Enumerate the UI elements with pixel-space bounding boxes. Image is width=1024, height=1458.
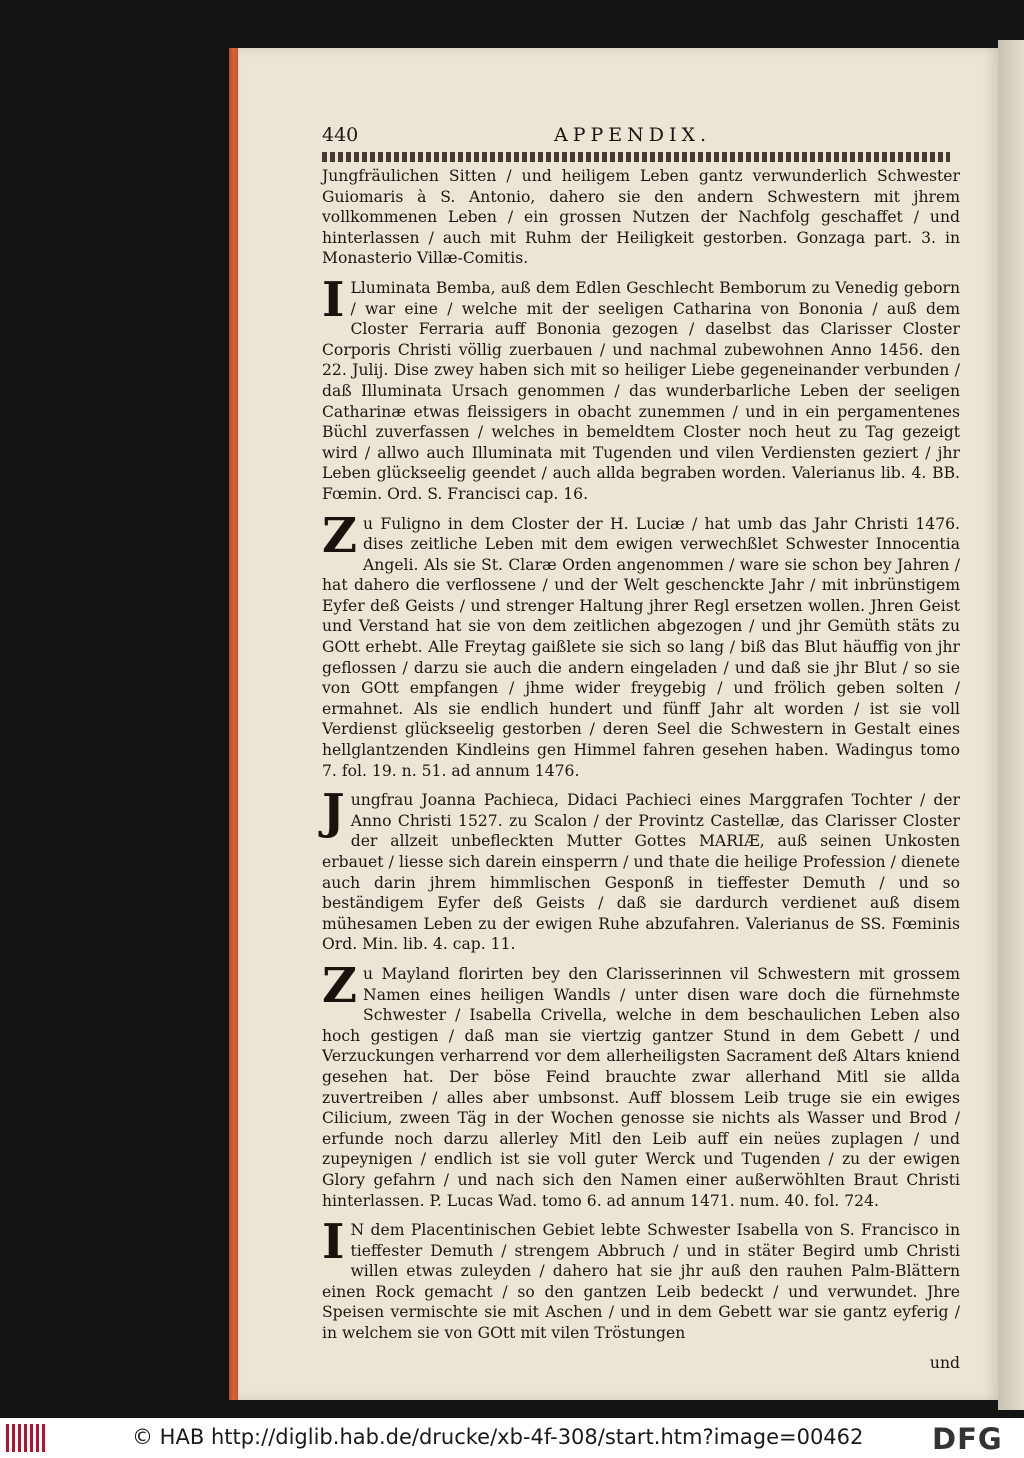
paragraph-text: Lluminata Bemba, auß dem Edlen Geschlecht Bemborum zu Venedig geborn / war eine / welche mit der seeligen Catharina von Bononia / auß dem Closter Ferraria auff Bononia gezogen / daselbst das Clarisser Closter Corporis Christi völlig zuerbauen / und nachmal zubewohnen Anno 1456. den 22. Julij. Dise zwey haben sich mit so heiliger Liebe gegeneinander verbunden / daß Illuminata Ursach genommen / das wunderbarliche Leben der seeligen Catharinæ etwas fleissigers in obacht zunemmen / und in ein pergamentenes Büchl zuverfassen / welches in bemeldtem Closter noch heut zu Tag gezeigt wird / allwo auch Illuminata mit Tugenden und vilen Verdiensten geziert / jhr Leben glückseelig geendet / auch allda begraben worden. Valerianus lib. 4. BB. Fœmin. Ord. S. Francisci cap. 16. (322, 278, 960, 503)
dfg-logo: DFG (932, 1422, 1003, 1456)
next-page-strip (998, 40, 1024, 1410)
paragraph-text: N dem Placentinischen Gebiet lebte Schwester Isabella von S. Francisco in tieffester Demuth / strengem Abbruch / und in stäter Begird umb Christi willen etwas zuleyden / dahero hat sie jhr auß den rauhen Palm-Blättern einen Rock gemacht / so den gantzen Leib bedeckt / und verwundet. Jhre Speisen vermischte sie mit Aschen / und in dem Gebett war sie gantz eyferig / in welchem sie von GOtt mit vilen Tröstungen (322, 1221, 960, 1343)
drop-cap: Z (322, 957, 358, 1014)
paragraph-isabella-francisco (322, 1214, 960, 1344)
page-text (322, 166, 960, 1373)
running-head: APPENDIX. (554, 124, 712, 146)
source-url-link[interactable]: http://diglib.hab.de/drucke/xb-4f-308/start.htm?image=00462 (210, 1425, 864, 1449)
copyright-text: © HAB (132, 1425, 205, 1449)
paragraph-text: u Mayland florirten bey den Clarisserinnen vil Schwestern mit grossem Namen eines heiligen Wandls / unter disen ware doch die fürnehmste Schwester / Isabella Crivella, welche in dem beschaulichen Leben also hoch gestigen / daß man sie viertzig gantzer Stund in dem Gebett / und Verzuckungen verharrend vor dem allerheiligsten Sacrament deß Altars kniend gesehen hat. Der böse Feind brauchte zwar allerhand Mitl sie allda zuvertreiben / alles aber umbsonst. Auff blossem Leib truge sie ein ewiges Cilicium, zween Täg in der Wochen genosse sie nichts als Wasser und Brod / erfunde noch darzu allerley Mitl den Leib auff ein neües zuplagen / und zupeynigen / endlich ist sie voll guter Werck und Tugenden / zu der ewigen Glory gefahrn / und nach sich den Namen einer außerwöhlten Braut Christi hinterlassen. P. Lucas Wad. tomo 6. ad annum 1471. num. 40. fol. 724. (322, 964, 960, 1210)
drop-cap: I (322, 271, 345, 328)
paragraph-text: u Fuligno in dem Closter der H. Luciæ / hat umb das Jahr Christi 1476. dises zeitliche Leben mit dem ewigen verwechßlet Schwester Innocentia Angeli. Als sie St. Claræ Orden angenommen / ware sie schon bey Jahren / hat dahero die verflossene / und der Welt geschenckte Jahr / mit inbrünstigem Eyfer deß Geists / und strenger Haltung jhrer Regl ersetzen wollen. Jhren Geist und Verstand hat sie von dem zeitlichen abgezogen / und jhr Gemüth stäts zu GOtt erhebt. Alle Freytag gaißlete sie sich so lang / biß das Blut häuffig von jhr geflossen / darzu sie auch die andern eingeladen / und daß sie jhr Blut / so sie von GOtt empfangen / jhme wider freygebig / und frölich geben solten / ermahnet. Als sie endlich hundert und fünff Jahr alt worden / ist sie voll Verdienst glückseelig gestorben / deren Seel die Schwestern in Gestalt eines hellglantzenden Kindleins gen Himmel fahren gesehen haben. Wadingus tomo 7. fol. 19. n. 51. ad annum 1476. (322, 514, 960, 780)
drop-cap: I (322, 1214, 345, 1271)
hab-barcode-icon (6, 1424, 46, 1452)
drop-cap: Z (322, 507, 358, 564)
paragraph-illuminata-bemba (322, 271, 960, 505)
page-header (322, 124, 958, 154)
drop-cap: J (322, 784, 345, 841)
red-page-edge (229, 48, 238, 1400)
footer-credit (132, 1425, 863, 1449)
paragraph-continuation (322, 166, 960, 269)
catchword: und (929, 1353, 960, 1372)
paragraph-joanna-pachieca (322, 784, 960, 955)
ornamental-rule (322, 152, 950, 162)
paragraph-text: Jungfräulichen Sitten / und heiligem Leben gantz verwunderlich Schwester Guiomaris à S. Antonio, dahero sie den andern Schwestern mit jhrem vollkommenen Leben / ein grossen Nutzen der Nachfolg geschaffet / und hinterlassen / auch mit Ruhm der Heiligkeit gestorben. Gonzaga part. 3. in Monasterio Villæ-Comitis. (322, 167, 960, 268)
paragraph-isabella-crivella (322, 957, 960, 1211)
page-number: 440 (322, 124, 359, 146)
footer-bar (0, 1418, 1024, 1458)
paragraph-text: ungfrau Joanna Pachieca, Didaci Pachieci eines Marggrafen Tochter / der Anno Christi 1527. zu Scalon / der Provintz Castellæ, das Clarisser Closter der allzeit unbefleckten Mutter Gottes MARIÆ, auß seinen Unkosten erbauet / liesse sich darein einsperrn / und thate die heilige Profession / dienete auch darin jhrem himmlischen Gesponß in tieffester Demuth / und so beständigem Eyfer deß Geists / daß sie dardurch verdienet auß disem mühesamen Leben zu der ewigen Ruhe abzufahren. Valerianus de SS. Fœminis Ord. Min. lib. 4. cap. 11. (322, 791, 960, 954)
paragraph-innocentia-angeli (322, 507, 960, 782)
